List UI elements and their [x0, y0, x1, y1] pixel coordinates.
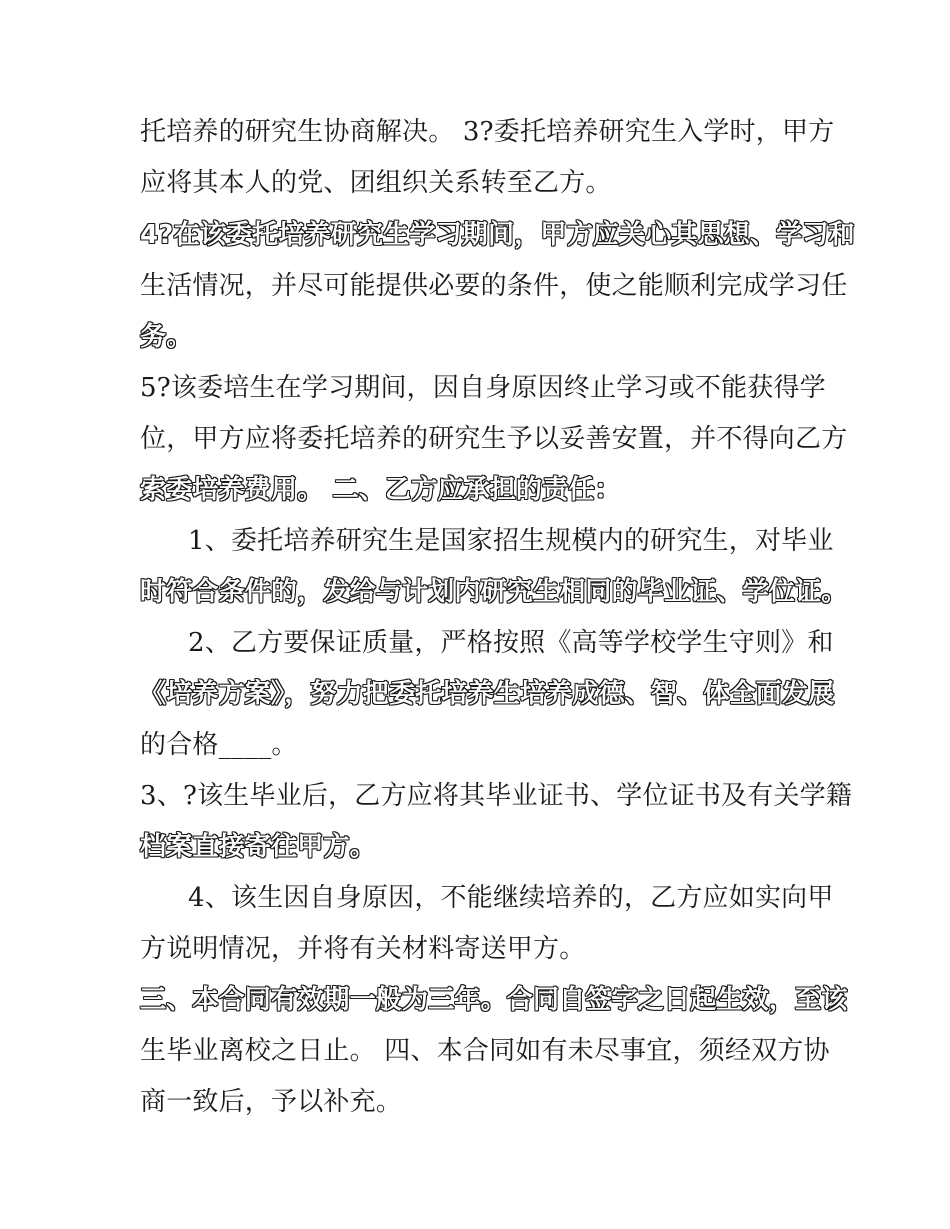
text-line-outlined: 档案直接寄往甲方。: [140, 832, 376, 862]
text-line: 应将其本人的党、团组织关系转至乙方。: [140, 168, 612, 198]
text-line-outlined: 三、本合同有效期一般为三年。合同自签字之日起生效，至该: [140, 985, 848, 1015]
text-line: 5?该委培生在学习期间，因自身原因终止学习或不能获得学: [140, 373, 826, 403]
text-line: 4、该生因自身原因，不能继续培养的，乙方应如实向甲: [188, 883, 834, 913]
text-line: 商一致后，予以补充。: [140, 1087, 403, 1117]
text-line-outlined: 4?在该委托培养研究生学习期间，甲方应关心其思想、学习和: [140, 220, 855, 250]
text-line: 位，甲方应将委托培养的研究生予以妥善安置，并不得向乙方: [140, 424, 848, 454]
text-line: 1、委托培养研究生是国家招生规模内的研究生，对毕业: [188, 526, 834, 556]
text-line: 3、?该生毕业后，乙方应将其毕业证书、学位证书及有关学籍: [140, 781, 853, 811]
text-line-outlined: 《培养方案》，努力把委托培养生培养成德、智、体全面发展: [140, 679, 835, 709]
text-line: 生活情况，并尽可能提供必要的条件，使之能顺利完成学习任: [140, 271, 848, 301]
text-line-outlined: 索委培养费用。 二、乙方应承担的责任：: [140, 475, 621, 505]
text-line: 2、乙方要保证质量，严格按照《高等学校学生守则》和: [188, 628, 834, 658]
text-line: 托培养的研究生协商解决。 3?委托培养研究生入学时，甲方: [140, 117, 835, 147]
text-line-outlined: 时符合条件的，发给与计划内研究生相同的毕业证、学位证。: [140, 577, 848, 607]
text-line-outlined: 务。: [140, 322, 193, 352]
text-line: 的合格____。: [140, 730, 298, 760]
text-line: 生毕业离校之日止。 四、本合同如有未尽事宜，须经双方协: [140, 1036, 830, 1066]
text-line: 方说明情况，并将有关材料寄送甲方。: [140, 934, 586, 964]
